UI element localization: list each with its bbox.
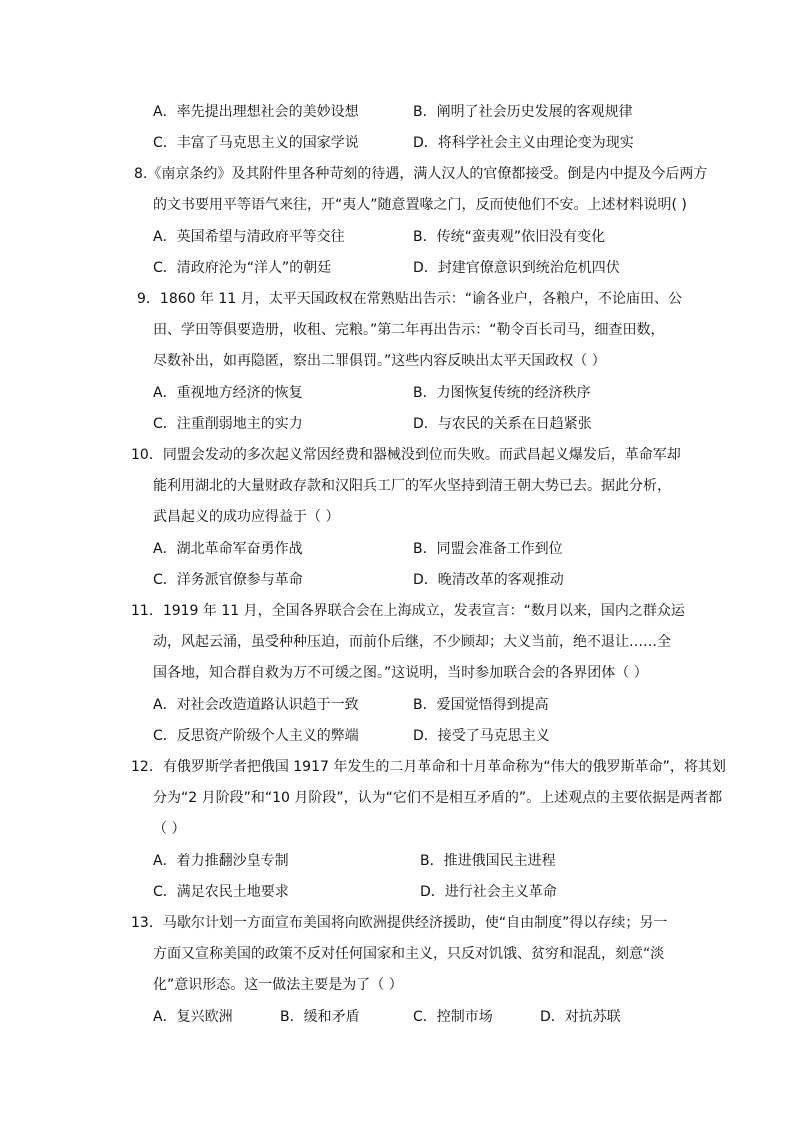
q7-option-b: B．阐明了社会历史发展的客观规律 bbox=[413, 104, 633, 120]
q7-option-c: C．丰富了马克思主义的国家学说 bbox=[153, 135, 359, 151]
q13-option-d: D．对抗苏联 bbox=[540, 1009, 621, 1025]
q7-option-d: D．将科学社会主义由理论变为现实 bbox=[413, 135, 634, 151]
q7-option-a: A．率先提出理想社会的美妙设想 bbox=[153, 104, 359, 120]
q13-stem-line-2: 方面又宣称美国的政策不反对任何国家和主义，只反对饥饿、贫穷和混乱，刻意“淡 bbox=[153, 946, 665, 962]
q10-option-a: A．湖北革命军奋勇作战 bbox=[153, 541, 303, 557]
q12-option-d: D．进行社会主义革命 bbox=[420, 884, 557, 900]
q12-stem-line-1: 12．有俄罗斯学者把俄国 1917 年发生的二月革命和十月革命称为“伟大的俄罗斯革命”，将其划 bbox=[131, 759, 726, 775]
q8-option-c: C．清政府沦为“洋人”的朝廷 bbox=[153, 260, 332, 276]
q8-option-b: B．传统“蛮夷观”依旧没有变化 bbox=[413, 229, 606, 245]
q9-option-b: B．力图恢复传统的经济秩序 bbox=[413, 385, 591, 401]
q9-stem-line-3: 尽数补出，如再隐匿，察出二罪俱罚。”这些内容反映出太平天国政权（ ） bbox=[153, 353, 606, 369]
q11-stem-line-2: 动，风起云涌，虽受种种压迫，而前仆后继，不少顾却；大义当前，绝不退让……全 bbox=[153, 634, 671, 650]
q13-stem-line-1: 13．马歇尔计划一方面宣布美国将向欧洲提供经济援助，使“自由制度”得以存续；另一 bbox=[131, 915, 668, 931]
q9-option-a: A．重视地方经济的恢复 bbox=[153, 385, 303, 401]
q11-stem-line-1: 11．1919 年 11 月，全国各界联合会在上海成立，发表宣言：“数月以来，国内之群众运 bbox=[131, 603, 685, 619]
q9-stem-line-2: 田、学田等俱要造册，收租、完粮。”第二年再出告示：“勒令百长司马，细查田数， bbox=[153, 322, 665, 338]
q8-stem-line-1: 8.《南京条约》及其附件里各种苛刻的待遇，满人汉人的官僚都接受。倒是内中提及今后两方 bbox=[134, 166, 708, 182]
q9-stem-line-1: 9．1860 年 11 月，太平天国政权在常熟贴出告示：“谕各业户，各粮户，不论庙田、公 bbox=[137, 291, 682, 307]
q9-option-d: D．与农民的关系在日趋紧张 bbox=[413, 416, 592, 432]
q13-stem-line-3: 化”意识形态。这一做法主要是为了（ ） bbox=[153, 977, 403, 993]
q11-stem-line-3: 国各地，知合群自救为万不可缓之图。”这说明，当时参加联合会的各界团体（ ） bbox=[153, 665, 648, 681]
q11-option-c: C．反思资产阶级个人主义的弊端 bbox=[153, 728, 359, 744]
q9-option-c: C．注重削弱地主的实力 bbox=[153, 416, 303, 432]
q13-option-c: C．控制市场 bbox=[413, 1009, 493, 1025]
q10-stem-line-2: 能利用湖北的大量财政存款和汉阳兵工厂的军火坚持到清王朝大势已去。据此分析， bbox=[153, 478, 671, 494]
q12-option-c: C．满足农民土地要求 bbox=[153, 884, 289, 900]
q10-option-b: B．同盟会准备工作到位 bbox=[413, 541, 563, 557]
q12-option-b: B．推进俄国民主进程 bbox=[420, 853, 556, 869]
q11-option-b: B．爱国觉悟得到提高 bbox=[413, 697, 549, 713]
q13-option-b: B．缓和矛盾 bbox=[280, 1009, 360, 1025]
q8-stem-line-2: 的文书要用平等语气来往，开“夷人”随意置喙之门，反而使他们不安。上述材料说明( ) bbox=[153, 197, 687, 213]
q8-option-d: D．封建官僚意识到统治危机四伏 bbox=[413, 260, 620, 276]
q12-option-a: A．着力推翻沙皇专制 bbox=[153, 853, 289, 869]
q10-stem-line-3: 武昌起义的成功应得益于（ ） bbox=[153, 509, 340, 525]
q10-option-d: D．晚清改革的客观推动 bbox=[413, 572, 564, 588]
q12-stem-line-2: 分为“2 月阶段”和“10 月阶段”，认为“它们不是相互矛盾的”。上述观点的主要依据是两者都 bbox=[153, 790, 723, 806]
q11-option-d: D．接受了马克思主义 bbox=[413, 728, 550, 744]
q13-option-a: A．复兴欧洲 bbox=[153, 1009, 233, 1025]
q10-option-c: C．洋务派官僚参与革命 bbox=[153, 572, 303, 588]
q8-option-a: A．英国希望与清政府平等交往 bbox=[153, 229, 345, 245]
q10-stem-line-1: 10．同盟会发动的多次起义常因经费和器械没到位而失败。而武昌起义爆发后，革命军却 bbox=[131, 447, 681, 463]
q12-stem-line-3: （ ） bbox=[153, 821, 186, 837]
q11-option-a: A．对社会改造道路认识趋于一致 bbox=[153, 697, 359, 713]
